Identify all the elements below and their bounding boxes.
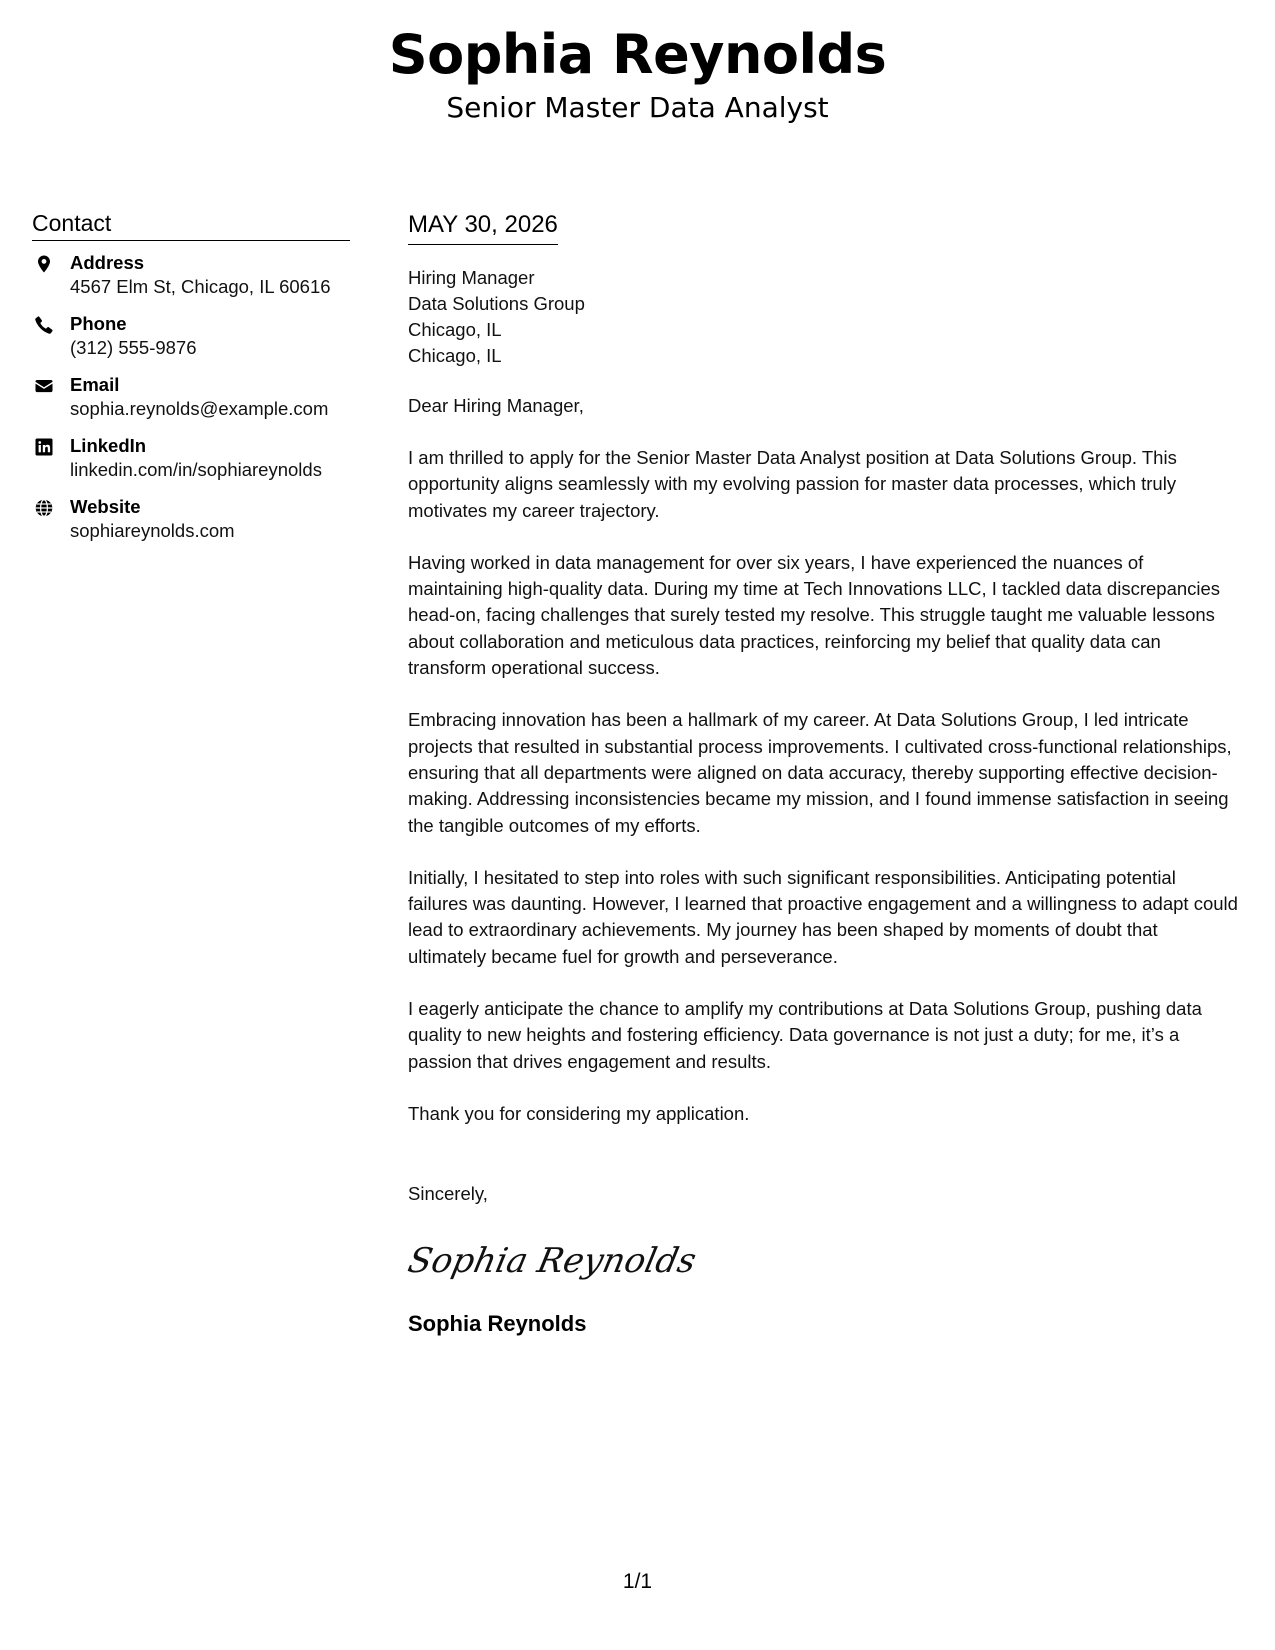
applicant-name: Sophia Reynolds — [388, 23, 887, 86]
recipient-line: Hiring Manager — [408, 267, 535, 288]
letter-body — [404, 208, 1238, 1339]
contact-value-email: sophia.reynolds@example.com — [70, 398, 329, 419]
contact-heading: Contact — [32, 208, 350, 241]
recipient-line: Chicago, IL — [408, 319, 502, 340]
contact-value-website: sophiareynolds.com — [70, 520, 235, 541]
contact-label: Address — [70, 252, 145, 273]
contact-label: Email — [70, 374, 120, 395]
contact-sidebar — [32, 208, 350, 556]
applicant-title: Senior Master Data Analyst — [446, 91, 829, 124]
letter-paragraph: I eagerly anticipate the chance to amplify my contributions at Data Solutions Group, pushing data quality to new heights and fostering efficiency. Data governance is not just a duty; for me, it’s a passion that drives engagement and results. — [408, 998, 1202, 1072]
contact-item-phone — [32, 312, 350, 360]
contact-list — [32, 251, 350, 543]
contact-item-linkedin — [32, 434, 350, 482]
recipient-block — [408, 265, 1238, 369]
salutation: Dear Hiring Manager, — [408, 395, 584, 416]
signature-image — [404, 1227, 700, 1297]
signature-text: Sophia Reynolds — [404, 1241, 700, 1282]
contact-value-address: 4567 Elm St, Chicago, IL 60616 — [70, 276, 331, 297]
signer-name: Sophia Reynolds — [408, 1311, 587, 1337]
globe-icon — [34, 498, 54, 518]
contact-item-address — [32, 251, 350, 299]
letter-paragraph: I am thrilled to apply for the Senior Master Data Analyst position at Data Solutions Group. This opportunity aligns seamlessly with my evolving passion for master data processes, which truly motivates my career trajectory. — [408, 447, 1177, 521]
contact-label: Website — [70, 496, 141, 517]
recipient-line: Data Solutions Group — [408, 293, 585, 314]
page-header — [0, 20, 1275, 126]
envelope-icon — [34, 376, 54, 396]
phone-icon — [34, 315, 54, 335]
contact-value-phone: (312) 555-9876 — [70, 337, 197, 358]
contact-item-email — [32, 373, 350, 421]
letter-paragraph: Thank you for considering my application. — [408, 1102, 750, 1124]
linkedin-icon — [34, 437, 54, 457]
contact-item-website — [32, 495, 350, 543]
contact-value-linkedin: linkedin.com/in/sophiareynolds — [70, 459, 322, 480]
page-number: 1/1 — [622, 1570, 653, 1593]
letter-paragraph: Embracing innovation has been a hallmark of my career. At Data Solutions Group, I led intricate projects that resulted in substantial process improvements. I cultivated cross-functional relationships, ensuring that all departments were aligned on data accuracy, thereby supporting effective decision-making. Addressing inconsistencies became my mission, and I found immense satisfaction in seeing the tangible outcomes of my efforts. — [408, 709, 1232, 836]
letter-date: MAY 30, 2026 — [408, 208, 558, 245]
recipient-line: Chicago, IL — [408, 345, 502, 366]
letter-paragraph: Initially, I hesitated to step into roles with such significant responsibilities. Anticipating potential failures was daunting. However, I learned that proactive engagement and a willingness to adapt could lead to extraordinary achievements. My journey has been shaped by moments of doubt that ultimately became fuel for growth and perseverance. — [408, 866, 1238, 967]
letter-paragraph: Having worked in data management for over six years, I have experienced the nuances of maintaining high-quality data. During my time at Tech Innovations LLC, I tackled data discrepancies head-on, facing challenges that surely tested my resolve. This struggle taught me valuable lessons about collaboration and meticulous data practices, reinforcing my belief that quality data can transform operational success. — [408, 551, 1221, 679]
map-pin-icon — [34, 254, 54, 274]
contact-label: LinkedIn — [70, 435, 147, 456]
contact-label: Phone — [70, 313, 127, 334]
closing: Sincerely, — [408, 1183, 488, 1205]
